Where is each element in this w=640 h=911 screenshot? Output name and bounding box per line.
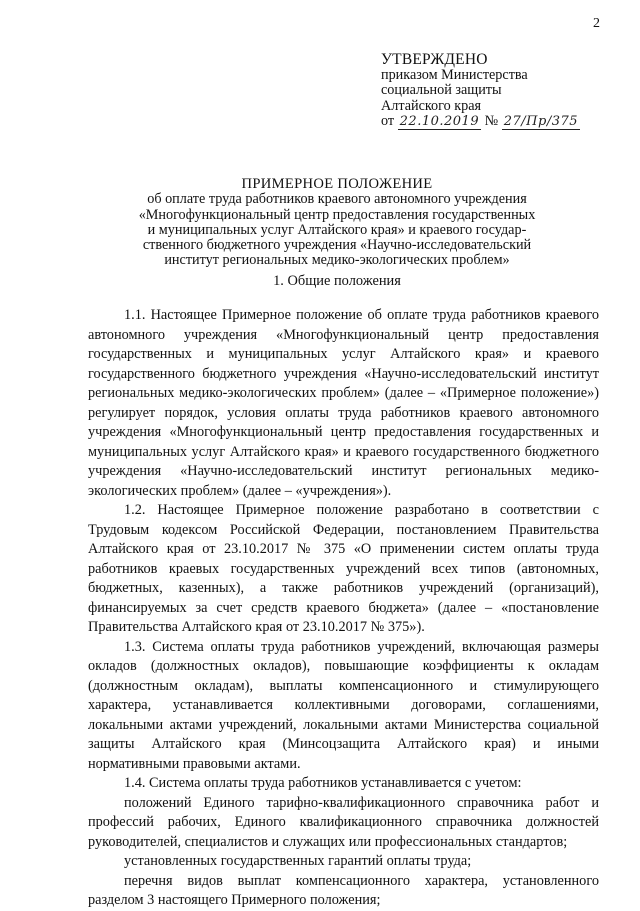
document-subtitle-line-4: ственного бюджетного учреждения «Научно-исследовательский [142,237,532,254]
approval-title: УТВЕРЖДЕНО [381,51,488,68]
approval-number-handwritten: 27/Пр/375 [503,114,579,129]
document-subtitle-line-1: об оплате труда работников краевого автономного учреждения [147,191,527,208]
section-heading: 1. Общие положения [273,273,401,289]
approval-number-prefix: № [484,113,499,129]
document-title: ПРИМЕРНОЕ ПОЛОЖЕНИЕ [241,176,433,192]
approval-date-prefix: от [381,113,395,129]
paragraph-1-1: 1.1. Настоящее Примерное положение об оплате труда работников краевого автономного учреждения «Многофункциональный центр предоставления государственных и муниципальных услуг Алтайского края» и краевого государственного бюджетного учреждения «Научно-исследовательский институт региональных медико-экологических проблем» (далее – «Примерное положение») регулирует порядок, условия оплаты труда работников краевого автономного учреждения «Многофункциональный центр предоставления государственных и муниципальных услуг Алтайского края» и краевого государственного бюджетного учреждения «Научно-исследовательский институт региональных медико-экологических проблем» (далее – «учреждения»). [88,307,599,499]
paragraph-1-3: 1.3. Система оплаты труда работников учреждений, включающая размеры окладов (должностных окладов), повышающие коэффициенты к окладам (должностным окладам), выплаты компенсационного и стимулирующего характера, устанавливается коллективными договорами, соглашениями, локальными актами учреждений, локальными актами Министерства социальной защиты Алтайского края (Минсоцзащита Алтайского края) и иными нормативными правовыми актами. [88,638,599,772]
approval-date-number-line [381,114,621,130]
document-title-block [100,177,574,269]
paragraph-1-4-item-3: перечня видов выплат компенсационного характера, установленного разделом 3 настоящего Примерного положения; [88,872,599,908]
approval-date-handwritten: 22.10.2019 [399,114,480,129]
page-number: 2 [593,16,600,31]
paragraph-1-2: 1.2. Настоящее Примерное положение разработано в соответствии с Трудовым кодексом Российской Федерации, постановлением Правительства Алтайского края от 23.10.2017 № 375 «О применении систем оплаты труда работников краевых государственных учреждений всех типов (автономных, бюджетных, казенных), а также работников учреждений (организаций), финансируемых за счет средств краевого бюджета» (далее – «постановление Правительства Алтайского края от 23.10.2017 № 375»). [88,502,599,635]
document-body [88,306,599,911]
paragraph-1-4-item-2: установленных государственных гарантий оплаты труда; [124,853,472,869]
paragraph-1-4-item-1: положений Единого тарифно-квалификационного справочника работ и профессий рабочих, Единого квалификационного справочника должностей руководителей, специалистов и служащих или профессиональных стандартов; [88,794,599,850]
approval-line-3: Алтайского края [381,97,482,114]
paragraph-1-4: 1.4. Система оплаты труда работников устанавливается с учетом: [124,775,522,791]
approval-line-2: социальной защиты [381,82,502,98]
approval-stamp-block [381,52,621,130]
approval-line-1: приказом Министерства [381,66,528,83]
document-subtitle-line-5: институт региональных медико-экологических проблем» [164,252,510,269]
document-subtitle-line-3: и муниципальных услуг Алтайского края» и краевого государ- [147,221,527,238]
document-subtitle-line-2: «Многофункциональный центр предоставления государственных [138,206,536,223]
